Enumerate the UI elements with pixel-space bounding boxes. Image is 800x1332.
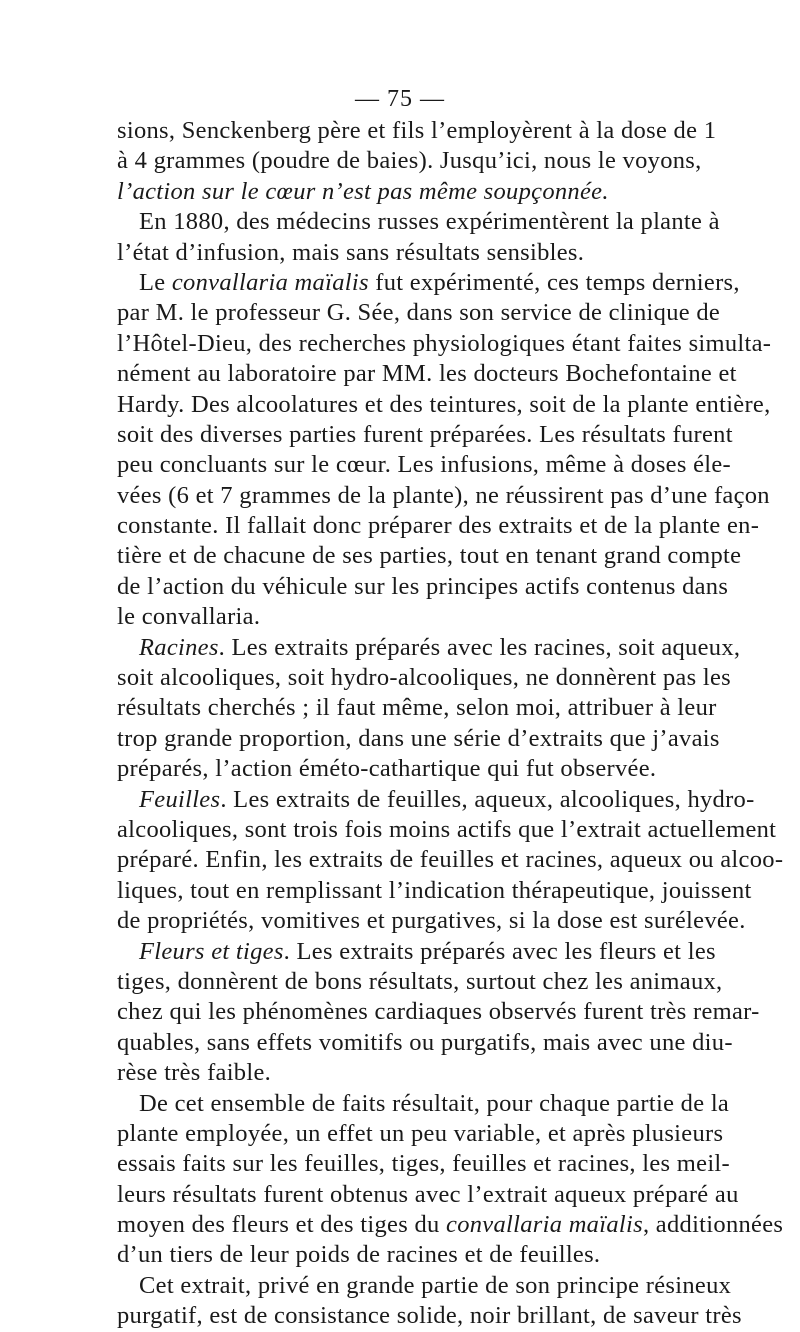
text-line [117,1089,730,1119]
text-segment: . Les extraits préparés avec les fleurs et les [283,937,716,965]
text-line [117,845,784,875]
text-line [117,815,777,845]
text-line [117,1028,733,1058]
text-line [117,207,720,237]
text-line [117,238,683,268]
text-line [117,146,702,176]
italic-text: Fleurs et tiges [139,937,284,965]
text-segment: d’un tiers de leur poids de racines et de feuilles. [117,1241,601,1269]
italic-text: l’action sur le cœur n’est pas même soupçonnée. [117,177,609,205]
text-line [117,785,755,815]
text-segment: préparé. Enfin, les extraits de feuilles et racines, aqueux ou alcoo- [117,846,784,874]
text-line [117,663,731,693]
text-segment: moyen des fleurs et des tiges du [117,1211,447,1239]
text-line [117,906,746,936]
text-line [117,359,737,389]
text-segment: constante. Il fallait donc préparer des extraits et de la plante en- [117,512,760,540]
text-line [117,481,770,511]
italic-text: Racines [139,633,219,661]
text-line [117,1180,739,1210]
text-segment: sions, Senckenberg père et fils l’employèrent à la dose de 1 [117,117,717,144]
text-segment: nément au laboratoire par MM. les docteurs Bochefontaine et [117,360,737,388]
text-line [117,1210,784,1240]
text-segment: liques, tout en remplissant l’indication thérapeutique, jouissent [117,876,752,904]
text-line [117,1240,683,1270]
text-segment: Le [139,268,172,296]
italic-text: convallaria maïalis [171,268,369,296]
page-number: — 75 — [355,86,445,112]
text-line [117,177,683,207]
text-line [117,997,760,1027]
text-segment: , additionnées [642,1211,784,1239]
text-line [117,572,729,602]
text-line [117,602,683,632]
text-segment: l’état d’infusion, mais sans résultats sensibles. [117,238,585,266]
text-segment: Hardy. Des alcoolatures et des teintures, soit de la plante entière, [117,390,771,418]
text-segment: . Les extraits de feuilles, aqueux, alcooliques, hydro- [220,785,755,813]
text-line [117,693,717,723]
text-line [117,1058,683,1088]
text-segment: soit alcooliques, soit hydro-alcooliques, ne donnèrent pas les [117,664,731,692]
text-segment: de l’action du véhicule sur les principes actifs contenus dans [117,572,729,600]
text-line [117,633,741,663]
text-line [117,724,720,754]
text-line [117,329,772,359]
text-segment: leurs résultats furent obtenus avec l’extrait aqueux préparé au [117,1180,739,1208]
text-segment: . Les extraits préparés avec les racines, soit aqueux, [218,633,741,661]
text-segment: résultats cherchés ; il faut même, selon moi, attribuer à leur [117,694,717,722]
text-segment: Cet extrait, privé en grande partie de son principe résineux [139,1271,732,1299]
italic-text: convallaria maïalis [446,1211,643,1239]
text-segment: chez qui les phénomènes cardiaques observés furent très remar- [117,998,760,1026]
text-segment: essais faits sur les feuilles, tiges, feuilles et racines, les meil- [117,1150,730,1178]
text-line [117,754,683,784]
text-segment: plante employée, un effet un peu variable, et après plusieurs [117,1119,724,1147]
text-segment: le convallaria. [117,603,261,631]
text-line [117,937,716,967]
text-line [117,420,733,450]
text-segment: préparés, l’action éméto-cathartique qui fut observée. [117,755,657,783]
text-segment: En 1880, des médecins russes expérimentèrent la plante à [139,208,720,236]
text-segment: soit des diverses parties furent préparées. Les résultats furent [117,420,733,448]
text-segment: de propriétés, vomitives et purgatives, si la dose est surélevée. [117,907,746,935]
text-segment: trop grande proportion, dans une série d’extraits que j’avais [117,724,720,752]
text-segment: vées (6 et 7 grammes de la plante), ne réussirent pas d’une façon [117,481,770,509]
text-segment: tière et de chacune de ses parties, tout en tenant grand compte [117,542,742,570]
text-line [117,967,723,997]
text-segment: purgatif, est de consistance solide, noir brillant, de saveur très [117,1302,742,1330]
text-segment: par M. le professeur G. Sée, dans son service de clinique de [117,299,721,327]
text-line [117,1119,724,1149]
text-line [117,116,717,146]
text-line [117,450,732,480]
text-line [117,1149,730,1179]
text-line [117,541,742,571]
text-segment: peu concluants sur le cœur. Les infusions, même à doses éle- [117,451,732,479]
body-text [117,116,784,1332]
italic-text: Feuilles [139,785,221,813]
text-segment: tiges, donnèrent de bons résultats, surtout chez les animaux, [117,967,723,995]
text-segment: à 4 grammes (poudre de baies). Jusqu’ici, nous le voyons, [117,147,702,175]
text-line [117,1301,742,1331]
text-segment: fut expérimenté, ces temps derniers, [368,268,740,296]
text-segment: quables, sans effets vomitifs ou purgatifs, mais avec une diu- [117,1028,733,1056]
text-segment: De cet ensemble de faits résultait, pour chaque partie de la [139,1089,730,1117]
text-line [117,390,771,420]
text-line [117,1271,732,1301]
text-line [117,876,752,906]
text-segment: rèse très faible. [117,1059,272,1087]
text-segment: alcooliques, sont trois fois moins actifs que l’extrait actuellement [117,815,777,843]
text-segment: l’Hôtel-Dieu, des recherches physiologiques étant faites simulta- [117,329,772,357]
text-line [117,268,740,298]
text-line [117,511,760,541]
text-line [117,298,721,328]
